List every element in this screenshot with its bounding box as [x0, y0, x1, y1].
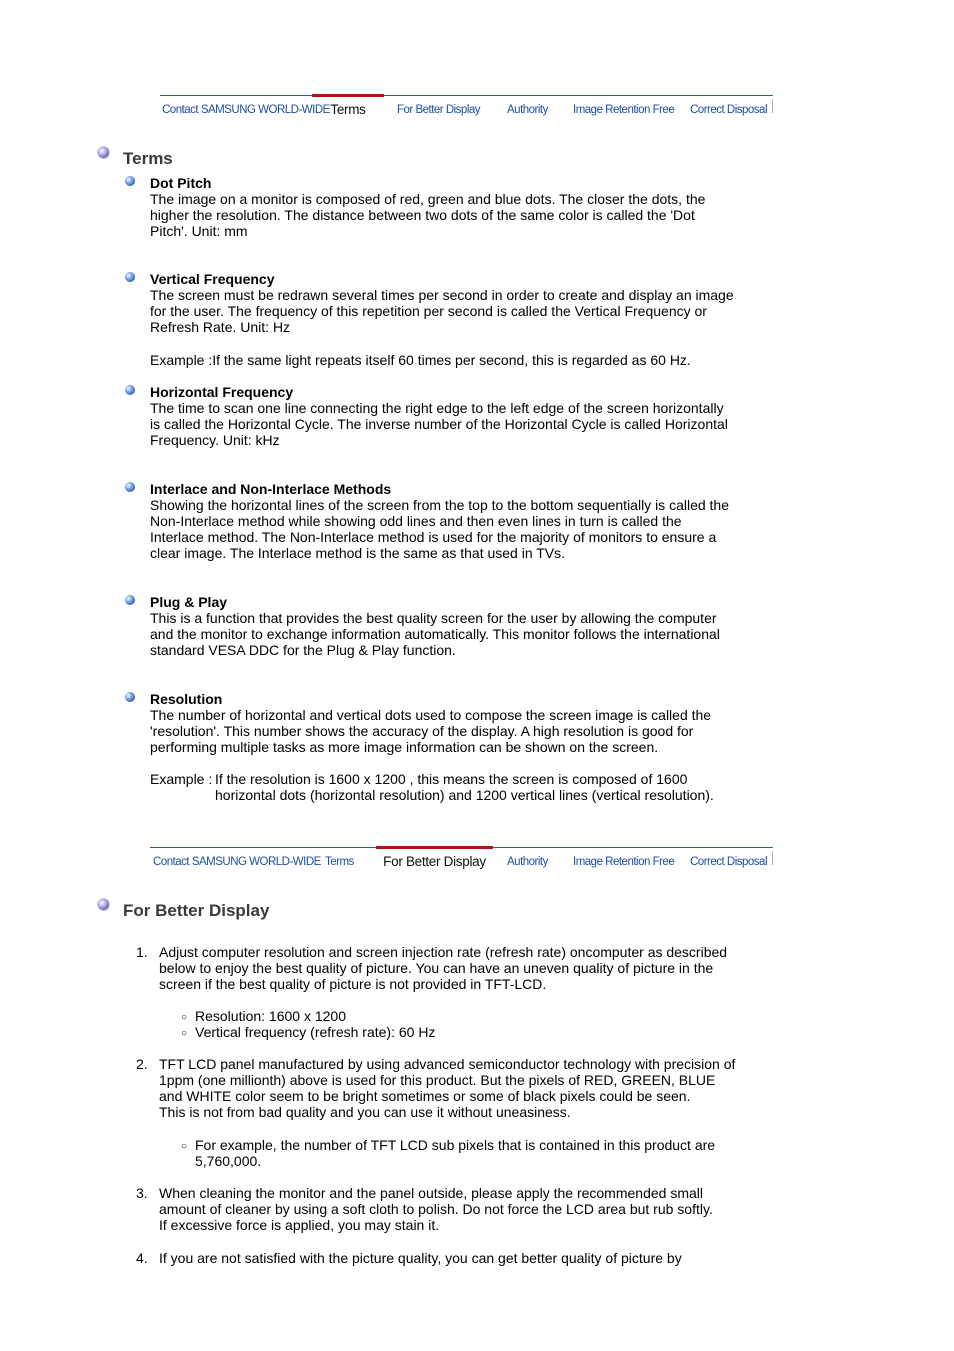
- term-text-line: for the user. The frequency of this repetition per second is called the Vertical Frequency or: [150, 303, 707, 319]
- circle-bullet-icon: ○: [181, 1141, 188, 1152]
- list-number: 1.: [136, 944, 148, 960]
- term-bullet-icon: [125, 385, 135, 395]
- list-item-text: [159, 1185, 759, 1233]
- tab-terms[interactable]: Terms: [312, 95, 384, 125]
- list-text-line: TFT LCD panel manufactured by using advanced semiconductor technology with precision of: [159, 1056, 736, 1072]
- list-text-line: below to enjoy the best quality of picture. You can have an uneven quality of picture in the: [159, 960, 714, 976]
- list-number: 3.: [136, 1185, 148, 1201]
- term-text-line: The screen must be redrawn several times per second in order to create and display an image: [150, 287, 734, 303]
- term-bullet-icon: [125, 482, 135, 492]
- list-item-text: [159, 1056, 759, 1120]
- list-text-line: If excessive force is applied, you may stain it.: [159, 1217, 440, 1233]
- term-bullet-icon: [125, 692, 135, 702]
- term-text-line: Non-Interlace method while showing odd lines and then even lines in turn is called the: [150, 513, 682, 529]
- term-heading: Interlace and Non-Interlace Methods: [150, 481, 392, 497]
- tab-contact-samsung[interactable]: Contact SAMSUNG WORLD-WIDE: [153, 856, 321, 868]
- term-bullet-icon: [125, 272, 135, 282]
- term-heading: Resolution: [150, 691, 223, 707]
- list-text-line: If you are not satisfied with the picture quality, you can get better quality of picture by: [159, 1250, 682, 1266]
- term-example-line: If the resolution is 1600 x 1200 , this means the screen is composed of 1600: [215, 771, 688, 787]
- sub-item-text: Resolution: 1600 x 1200: [195, 1008, 346, 1024]
- section-title-terms: Terms: [123, 149, 173, 168]
- list-item-text: [159, 1250, 759, 1266]
- term-horizontal-frequency: [150, 384, 760, 448]
- term-example-line: horizontal dots (horizontal resolution) and 1200 vertical lines (vertical resolution).: [215, 787, 714, 803]
- term-plug-and-play: [150, 594, 760, 658]
- circle-bullet-icon: ○: [181, 1012, 188, 1023]
- term-text-line: Interlace method. The Non-Interlace method is used for the majority of monitors to ensure a: [150, 529, 717, 545]
- term-text-line: The image on a monitor is composed of red, green and blue dots. The closer the dots, the: [150, 191, 706, 207]
- term-bullet-icon: [125, 176, 135, 186]
- sub-item-line: 5,760,000.: [195, 1153, 262, 1169]
- term-text-line: clear image. The Interlace method is the same as that used in TVs.: [150, 545, 566, 561]
- nav-bar-top: [150, 95, 773, 125]
- term-text-line: The time to scan one line connecting the right edge to the left edge of the screen horizontally: [150, 400, 724, 416]
- term-dot-pitch: [150, 175, 760, 239]
- term-text-line: and the monitor to exchange information automatically. This monitor follows the international: [150, 626, 720, 642]
- term-vertical-frequency: [150, 271, 760, 335]
- term-text-line: is called the Horizontal Cycle. The inverse number of the Horizontal Cycle is called Horizontal: [150, 416, 728, 432]
- tab-correct-disposal[interactable]: Correct Disposal: [690, 104, 767, 116]
- term-text-line: Refresh Rate. Unit: Hz: [150, 319, 291, 335]
- term-text-line: performing multiple tasks as more image information can be shown on the screen.: [150, 739, 659, 755]
- term-heading: Vertical Frequency: [150, 271, 275, 287]
- term-heading: Dot Pitch: [150, 175, 212, 191]
- list-number: 4.: [136, 1250, 148, 1266]
- list-text-line: 1ppm (one millionth) above is used for this product. But the pixels of RED, GREEN, BLUE: [159, 1072, 716, 1088]
- term-resolution: [150, 691, 760, 755]
- nav-end-tick: [772, 851, 773, 865]
- tab-contact-samsung[interactable]: Contact SAMSUNG WORLD-WIDE: [162, 104, 330, 116]
- section-bullet-icon: [98, 899, 109, 910]
- list-text-line: and WHITE color seem to be bright sometimes or some of black pixels could be seen.: [159, 1088, 691, 1104]
- term-interlace: [150, 481, 760, 561]
- tab-for-better-display[interactable]: For Better Display: [376, 847, 493, 877]
- term-text-line: Frequency. Unit: kHz: [150, 432, 280, 448]
- nav-end-tick: [772, 99, 773, 113]
- tab-authority[interactable]: Authority: [507, 104, 548, 116]
- term-example-label: Example :: [150, 771, 213, 787]
- tab-image-retention-free[interactable]: Image Retention Free: [573, 856, 675, 868]
- tab-authority[interactable]: Authority: [507, 856, 548, 868]
- term-text-line: This is a function that provides the best quality screen for the user by allowing the computer: [150, 610, 717, 626]
- term-bullet-icon: [125, 595, 135, 605]
- sub-item-text: Vertical frequency (refresh rate): 60 Hz: [195, 1024, 436, 1040]
- list-text-line: amount of cleaner by using a soft cloth to polish. Do not force the LCD area but rub softly.: [159, 1201, 713, 1217]
- tab-terms[interactable]: Terms: [325, 856, 354, 868]
- list-text-line: This is not from bad quality and you can use it without uneasiness.: [159, 1104, 571, 1120]
- term-heading: Horizontal Frequency: [150, 384, 294, 400]
- tab-correct-disposal[interactable]: Correct Disposal: [690, 856, 767, 868]
- sub-item-line: For example, the number of TFT LCD sub pixels that is contained in this product are: [195, 1137, 716, 1153]
- list-number: 2.: [136, 1056, 148, 1072]
- section-title-for-better-display: For Better Display: [123, 901, 270, 920]
- term-text-line: Showing the horizontal lines of the screen from the top to the bottom sequentially is called the: [150, 497, 730, 513]
- tab-for-better-display[interactable]: For Better Display: [397, 104, 481, 116]
- sub-item-text: [195, 1137, 740, 1169]
- term-example: Example :If the same light repeats itself 60 times per second, this is regarded as 60 Hz.: [150, 352, 691, 368]
- list-item-text: [159, 944, 759, 992]
- tab-image-retention-free[interactable]: Image Retention Free: [573, 104, 675, 116]
- circle-bullet-icon: ○: [181, 1028, 188, 1039]
- list-text-line: screen if the best quality of picture is not provided in TFT-LCD.: [159, 976, 547, 992]
- term-text-line: The number of horizontal and vertical dots used to compose the screen image is called the: [150, 707, 712, 723]
- term-text-line: higher the resolution. The distance between two dots of the same color is called the 'Dot: [150, 207, 695, 223]
- section-bullet-icon: [98, 147, 109, 158]
- term-heading: Plug & Play: [150, 594, 228, 610]
- term-text-line: standard VESA DDC for the Plug & Play function.: [150, 642, 456, 658]
- list-text-line: Adjust computer resolution and screen injection rate (refresh rate) oncomputer as described: [159, 944, 728, 960]
- term-text-line: Pitch'. Unit: mm: [150, 223, 248, 239]
- list-text-line: When cleaning the monitor and the panel outside, please apply the recommended small: [159, 1185, 703, 1201]
- nav-bar-second: [150, 847, 773, 877]
- term-text-line: 'resolution'. This number shows the accuracy of the display. A high resolution is good for: [150, 723, 694, 739]
